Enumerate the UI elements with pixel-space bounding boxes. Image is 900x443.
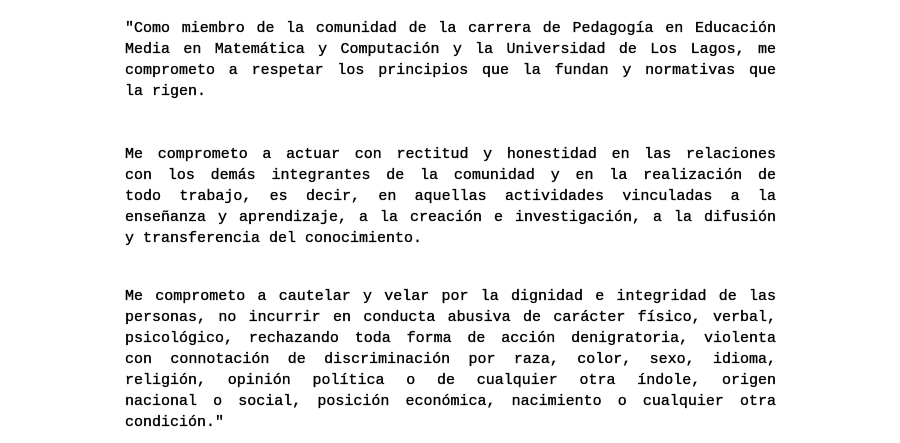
- text-line: con los demás integrantes de la comunidad y en la realización de: [125, 167, 776, 184]
- text-line: Me comprometo a cautelar y velar por la dignidad e integridad de las: [125, 288, 776, 305]
- text-line: todo trabajo, es decir, en aquellas actividades vinculadas a la: [125, 188, 776, 205]
- text-line: "Como miembro de la comunidad de la carrera de Pedagogía en Educación: [125, 20, 776, 37]
- text-line: religión, opinión política o de cualquier otra índole, origen: [125, 372, 776, 389]
- paragraph-honesty-commitment: [125, 144, 776, 249]
- text-line: condición.": [125, 414, 225, 431]
- text-line: la rigen.: [125, 83, 207, 100]
- text-line: personas, no incurrir en conducta abusiva de carácter físico, verbal,: [125, 309, 776, 326]
- text-line: con connotación de discriminación por raza, color, sexo, idioma,: [125, 351, 776, 368]
- paragraph-membership-commitment: [125, 18, 776, 102]
- text-line: Me comprometo a actuar con rectitud y honestidad en las relaciones: [125, 146, 776, 163]
- text-line: enseñanza y aprendizaje, a la creación e investigación, a la difusión: [125, 209, 776, 226]
- text-line: Media en Matemática y Computación y la Universidad de Los Lagos, me: [125, 41, 776, 58]
- text-line: psicológico, rechazando toda forma de acción denigratoria, violenta: [125, 330, 776, 347]
- text-line: nacional o social, posición económica, nacimiento o cualquier otra: [125, 393, 776, 410]
- text-line: y transferencia del conocimiento.: [125, 230, 423, 247]
- paragraph-dignity-commitment: [125, 286, 776, 433]
- text-line: comprometo a respetar los principios que la fundan y normativas que: [125, 62, 776, 79]
